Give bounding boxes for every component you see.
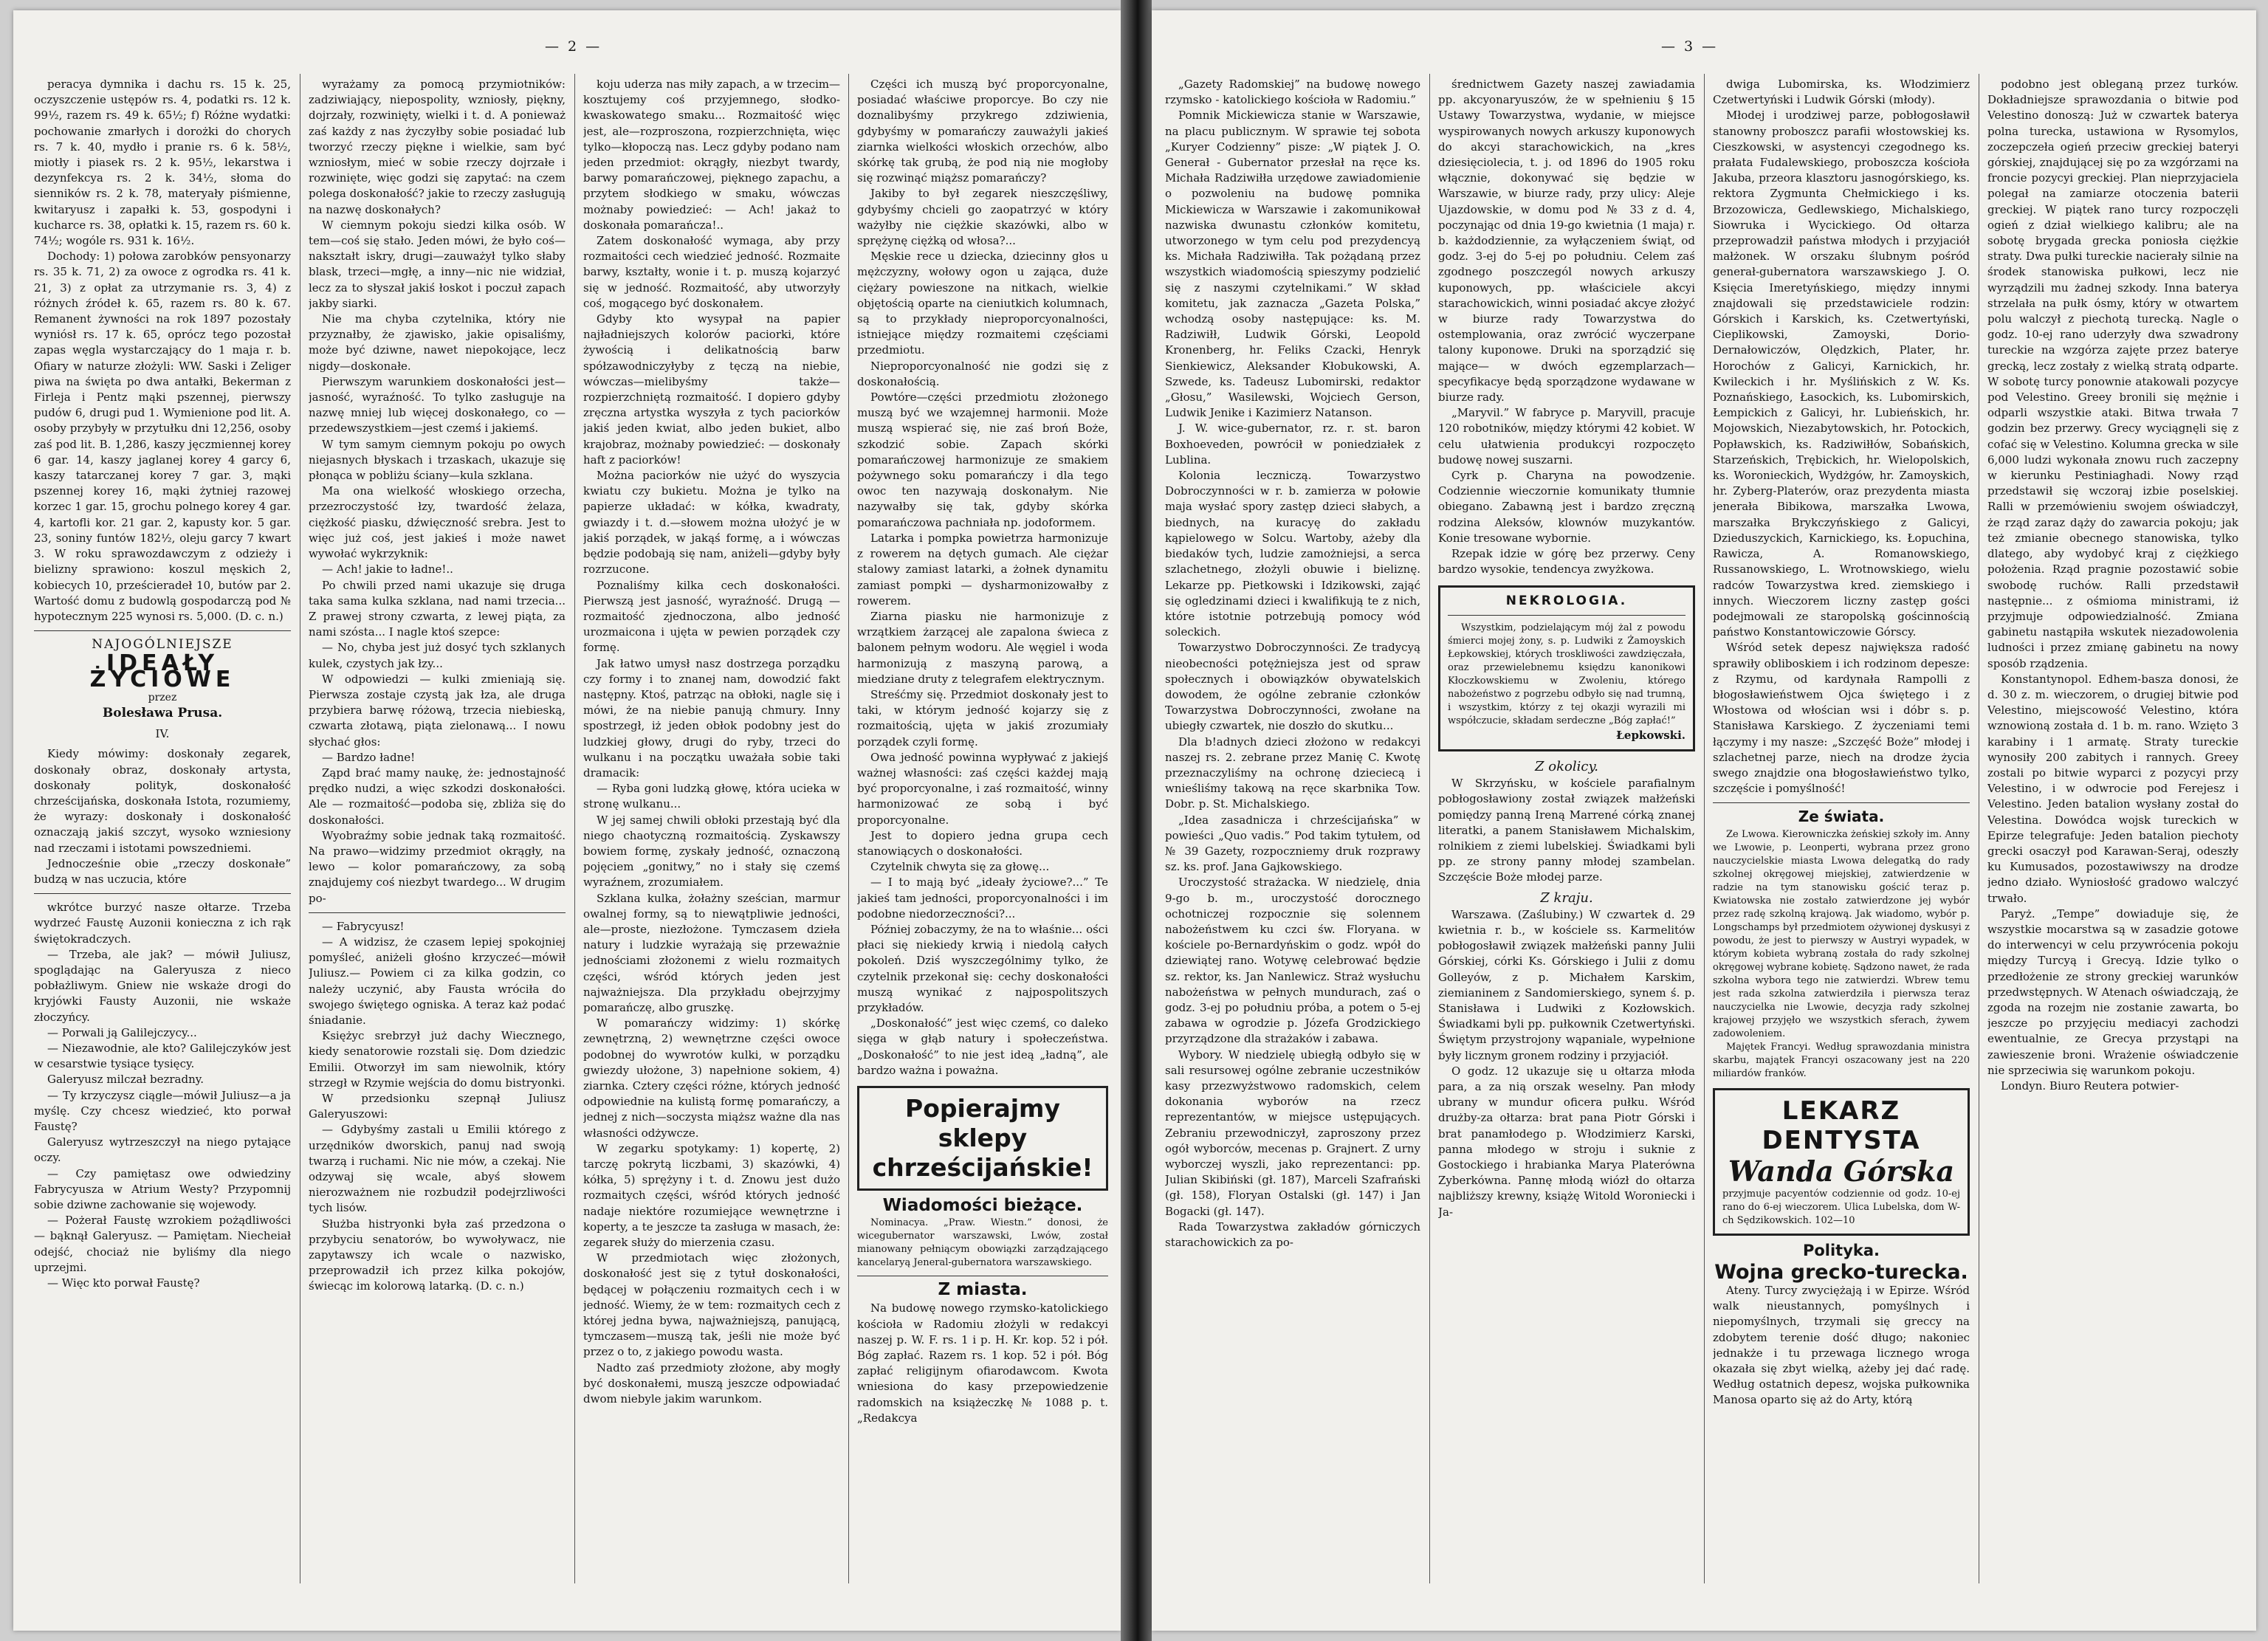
column-rule — [1704, 74, 1705, 1583]
feature-paragraph: — Bardzo ładne! — [322, 750, 416, 764]
feature-paragraph: Jakiby to był zegarek nieszczęśliwy, gdybyśmy chcieli go zaopatrzyć w który ważyłby nie ciężkie skazówki, albo w sprężynę ciężką od włosa?... — [857, 187, 1108, 248]
advert-box — [857, 1086, 1108, 1191]
feature-paragraph: „Doskonałość” jest więc czemś, co daleko sięga w głąb natury i społeczeństwa. „Doskonałość” to nie jest ideą „ładną”, ale bardzo ważna i poważna. — [857, 1016, 1108, 1077]
news-paragraph: Warszawa. (Zaślubiny.) W czwartek d. 29 kwietnia r. b., w kościele ss. Karmelitów pobłogosławił związek małżeński panny Julii Górskiej, córki Ks. Górskiego i Julii z domu Golleyów, z p. Michałem Karskim, ziemianinem z Sandomierskiego, synem ś. p. Stanisława i Ludwiki z Kozłowskich. Świadkami byli pp. pułkownik Czetwertyński. Świętym przystrojony wąpaniale, wypełnione były licznym gronem rodziny i przyjaciół. — [1438, 907, 1695, 1062]
feature-paragraph: wyrażamy za pomocą przymiotników: zadziwiający, niepospolity, wzniosły, piękny, dojrzały, rozwinięty, wielki i t. d. A ponieważ zaś każdy z nas życzyłby sobie posiadać lub tworzyć rzeczy piękne i wielkie, sam być wzniosłym, mieć w sobie rzeczy dojrzałe i rozwinięte, więc godzi się zapytać: na czem polega doskonałość? jakie to rzeczy zasługują na nazwę doskonałych? — [309, 78, 566, 216]
feature-paragraph: Ma ona wielkość włoskiego orzecha, przezroczystość łzy, twardość żelaza, ciężkość piasku, dźwięczność srebra. Jest to więc już coś, jest jakieś i może nawet wywołać wykrzyknik: — [309, 484, 566, 561]
serial-paragraph: W przedsionku szepnął Juliusz Galeryuszowi: — [309, 1092, 566, 1121]
serial-paragraph: — A widzisz, że czasem lepiej spokojniej pomyśleć, aniżeli głośno krzyczeć—mówił Juliusz.— Powiem ci za kilka godzin, co należy uczynić, aby Fausta wróciła do swojego świętego ogniska. A teraz każ podać śniadanie. — [309, 935, 566, 1027]
feature-paragraph: Można paciorków nie użyć do wyszycia kwiatu czy bukietu. Można je tylko na papierze układać: w kółka, kwadraty, gwiazdy i t. d.—słowem można ułożyć je w jakiś porządek, w jakąś formę, a i wówczas będzie podobają się nam, aniżeli—gdyby były rozrzucone. — [583, 469, 840, 577]
news-paragraph: Towarzystwo Dobroczynności. Ze tradycyą nieobecności potężniejsza jest od spraw społecznych i obowiązków obywatelskich dowodem, że ogólne zebranie członków Towarzystwa Dobroczynności, zwołane na ubiegły czwartek, nie doszło do skutku... — [1165, 641, 1420, 733]
feature-paragraph: Jak łatwo umysł nasz dostrzega porządku czy formy i to znanej nam, dowodzić fakt następny. Ktoś, patrząc na obłoki, nagle się i mówi, że na niebie panują chmury. Inny spostrzegł, iż jeden obłok podobny jest do ludzkiej głowy, drugi do ryby, trzeci do wulkanu i na początku uważała sobie taki dramacik: — [583, 656, 840, 780]
section-title: Z kraju. — [1540, 890, 1593, 906]
section-title: Z miasta. — [938, 1280, 1028, 1300]
serial-paragraph: — Więc kto porwał Faustę? — [47, 1276, 200, 1290]
column-1 — [34, 77, 291, 1586]
news-paragraph: Cyrk p. Charyna na powodzenie. Codziennie wieczornie komunikaty tłumnie obiegano. Zabawną jest i bardzo zręczną rodzina Aleksów, klownów muzykantów. Konie tresowane wybornie. — [1438, 469, 1695, 545]
serial-paragraph: — Gdybyśmy zastali u Emilii którego z urzędników dworskich, panuj nad swoją twarzą i ruchami. Nic nie mów, a czekaj. Nie odzywaj się wcale, abyś słowem nierozważnem nie rozbudził podejrzliwości tych lisów. — [309, 1123, 566, 1215]
feature-paragraph: W pomarańczy widzimy: 1) skórkę zewnętrzną, 2) wewnętrzne części owoce podobnej do wywrotów kulki, w porządku gwiezdy ułożone, 3) napełnione sokiem, 4) ziarnka. Cztery części różne, których jedność odpowiednie na kulistą formę pomarańczy, a jednej z nich—soczysta miąższ ważne dla nas własności odżywcze. — [583, 1016, 840, 1140]
news-paragraph: dwiga Lubomirska, ks. Włodzimierz Czetwertyński i Ludwik Górski (młody). — [1713, 78, 1970, 107]
column-1 — [1165, 77, 1420, 1586]
news-paragraph: Rada Towarzystwa zakładów górniczych starachowickich za po- — [1165, 1219, 1420, 1250]
divider — [1713, 802, 1970, 803]
feature-paragraph: W tym samym ciemnym pokoju po owych niejasnych błyskach i trzaskach, ukazuje się płonąca w pobliżu ściany—kula szklana. — [309, 437, 566, 483]
ad-title: LEKARZ DENTYSTA — [1762, 1095, 1921, 1155]
section-title: Polityka. — [1802, 1241, 1880, 1259]
serial-paragraph: Księżyc srebrzył już dachy Wiecznego, kiedy senatorowie rozstali się. Dom dziedzic Emilii. Otworzył im sam niewolnik, który strzegł w Rzymie wejścia do domu bistryonki. — [309, 1029, 566, 1090]
feature-paragraph: Latarka i pompka powietrza harmonizuje z rowerem na dętych gumach. Ale ciężar stalowy zamiast latarki, a żołnek dynamitu zamiast pompki — dysharmonizowałby z rowerem. — [857, 531, 1108, 608]
feature-paragraph: W zegarku spotykamy: 1) kopertę, 2) tarczę pokrytą liczbami, 3) skazówki, 4) kółka, 5) sprężyny i t. d. Znowu jest dużo rozmaitych części, wśród których jedność nadaje niektóre rozumiejące wewnętrzne i koperty, a te jeszcze ta zasługa w masach, że: zegarek służy do mierzenia czasu. — [583, 1141, 840, 1250]
feature-paragraph: Nie ma chyba czytelnika, który nie przyznałby, że zjawisko, jakie opisaliśmy, może być dziwne, nawet niepokojące, lecz nigdy—doskonałe. — [309, 312, 566, 373]
feature-paragraph: — No, chyba jest już dosyć tych szklanych kulek, czystych jak łzy... — [309, 641, 566, 670]
feature-paragraph: Jednocześnie obie „rzeczy doskonałe” budzą w nas uczucia, które — [34, 856, 291, 886]
news-paragraph: Ateny. Turcy zwyciężają i w Epirze. Wśród walk nieustannych, pomyślnych i niepomyślnych, trzymali się greccy na zdobytem terenie dość długo; nakoniec jednakże i tu przewaga licznego wroga okazała się zbyt wielką, ażeby jej dać radę. Według ostatnich depesz, wojska pułkownika Manosa oparto się aż do Arty, którą — [1713, 1283, 1970, 1407]
column-2 — [1438, 77, 1695, 1586]
right-page — [1152, 10, 2256, 1631]
news-paragraph: O godz. 12 ukazuje się u ołtarza młoda para, a za nią orszak weselny. Pan młody ubrany w mundur oficera pułku. Wśród drużby-za ołtarza: brat pana Piotr Górski i brat panamłodego p. Włodzimierz Karski, panna młodego w stroju i suknie z Gostockiego i hrabianka Marya Platerówna Zyberkówna. Pannę młodą wiózł do ołtarza najbliższy krewny, książę Witold Woroniecki i Ja- — [1438, 1064, 1695, 1219]
ad-text: przyjmuje pacyentów codziennie od godz. 10-ej rano do 6-ej wieczorem. Ulica Lubelska, dom W-ch Sędzikowskich. 102—10 — [1722, 1188, 1960, 1226]
obituary-text: Wszystkim, podzielającym mój żal z powodu śmierci mojej żony, s. p. Ludwiki z Żamoyskich Łepkowskiej, których troskliwości zawdzięczała, oraz przewielebnemu księdzu kanonikowi Kłoczkowskiemu w Zwoleniu, którego nabożeństwo z pogrzebu odbyło się nad trumną, i wszystkim, którzy z tej okazji wyrazili mi współczucie, składam serdeczne „Bóg zapłać!” — [1448, 622, 1685, 726]
serial-paragraph: wkrótce burzyć nasze ołtarze. Trzeba wydrzeć Faustę Auzonii konieczna z ich rąk świętokradczych. — [34, 901, 291, 946]
news-paragraph: Młodej i urodziwej parze, pobłogosławił stanowny proboszcz parafii włostowskiej ks. Cieszkowski, w asystencyi czegodnego ks. prałata Fudalewskiego, proboszcza kościoła Jakuba, przeora klasztoru jasnogórskiego, ks. rektora Zygmunta Chełmickiego i ks. Brzozowicza, Gedlewskiego, Michalskiego, Siowruka i Wycickiego. Od ołtarza przeprowadził państwa młodych i przyjaciół małżonek. W orszaku ślubnym pośród generał-gubernatora warszawskiego J. O. Księcia Imeretyńskiego, między innymi znajdowali się przedstawiciele rodzin: Górskich i Karskich, ks. Czetwertyński, Cieplikowski, Zamoyski, Dorio-Dernałowiczów, Olędzkich, Plater, hr. Horochów z Galicyi, Karnickich, hr. Kwileckich i hr. Myślińskich z W. Ks. Poznańskiego, Łasockich, ks. Lubomirskich, Łempickich z Galicyi, hr. Lubieńskich, hr. Mojowskich, Niezabytowskich, hr. Potockich, Popławskich, ks. Radziwiłłów, Sobańskich, Starzeńskich, Trębickich, hr. Wielopolskich, ks. Woronieckich, Wydżgów, hr. Zamoyskich, hr. Zyberg-Platerów, oraz prezydenta miasta jenerała Bibikowa, marszałka Lwowa, marszałka Brykczyńskiego z Galicyi, Dzieduszyckich, Karnickiego, ks. Łopuchina, Rawicza, A. Romanowskiego, Russanowskiego, L. Wrotnowskiego, wielu radców Towarzystwa kred. ziemskiego i innych. Wieczorem liczny zastęp gości podejmowali ze staropolską gościnnością państwo Konstantowiczowie Górscy. — [1713, 109, 1970, 639]
serial-paragraph: — Niezawodnie, ale kto? Galilejczyków jest w cesarstwie tysiące tysięcy. — [34, 1041, 291, 1071]
feature-title: IDEAŁY ŻYCIOWE — [89, 650, 236, 692]
news-paragraph: „Maryvil.” W fabryce p. Maryvill, pracuje 120 robotników, między którymi 42 kobiet. W celu ułatwienia produkcyi rozpoczęto budowę nowej suszarni. — [1438, 406, 1695, 467]
feature-paragraph: W przedmiotach więc złożonych, doskonałość jest się z tytuł doskonałości, będącej w połączeniu rozmaitych cech i w jedność. Wiemy, że w tem: rozmaitych cech z której jedna bywa, najważniejszą, panującą, tymczasem—muszą tak, jeśli nie może być przez o to, z jakiego powodu wasta. — [583, 1251, 840, 1359]
column-rule — [574, 74, 575, 1583]
page-number: — 2 — — [545, 38, 602, 55]
divider — [34, 630, 291, 631]
news-paragraph: Rzepak idzie w górę bez przerwy. Ceny bardzo wysokie, tendencya zwyżkowa. — [1438, 547, 1695, 577]
feature-paragraph: Nieproporcyonalność nie godzi się z doskonałością. — [857, 359, 1108, 388]
column-4 — [857, 77, 1108, 1586]
feature-overline: NAJOGÓLNIEJSZE — [92, 637, 233, 653]
obituary-signature: Łepkowski. — [1616, 728, 1685, 742]
news-paragraph: J. W. wice-gubernator, rz. r. st. baron Boxhoeveden, powrócił w poniedziałek z Lublina. — [1165, 422, 1420, 467]
news-paragraph: Na budowę nowego rzymsko-katolickiego kościoła w Radomiu złożyli w redakcyi naszej p. W. F. rs. 1 i p. H. Kr. kop. 52 i pół. Bóg zapłać. Razem rs. 1 kop. 52 i pół. Bóg zapłać religijnym ofiarodawcom. Kwota wniesiona do kasy przepowiedzenie radomskich na książeczkę № 1088 p. t. „Redakcya — [857, 1301, 1108, 1425]
page-number: — 3 — — [1661, 38, 1719, 55]
feature-paragraph: Części ich muszą być proporcyonalne, posiadać właściwe proporcye. Bo czy nie doznalibyśmy przykrego zdziwienia, gdybyśmy w pomarańczy zauważyli jakieś ziarnka wielkości włoskich orzechów, albo skórkę tak grubą, że pod nią nie mogłoby się rozwinąć miąższ pomarańczy? — [857, 78, 1108, 185]
feature-paragraph: Szklana kulka, żołażny sześcian, marmur owalnej formy, są to niewątpliwie jedności, ale—proste, niezłożone. Tymczasem dzieła natury i ludzkie wyrażają się przeważnie jednościami złożonemi z wielu rozmaitych części, wśród których jeden jest najważniejsza. Dla przykładu obejrzyjmy pomarańczę, albo gruszkę. — [583, 891, 840, 1014]
ad-name: Wanda Górska — [1728, 1154, 1955, 1188]
news-paragraph: Wśród setek depesz największa radość sprawiły obliboskiem i ich rodzinom depesze: z Rzymu, od kardynała Rampolli z błogosławieństwem Ojca świętego i z Włostowa od włościan wsi i dóbr s. p. Stanisława Karskiego. Z życzeniami temi łączymy i my nasze: „Szczęść Boże” młodej i szlachetnej parze, niech na drodze życia swego znajdzie ona błogosławieństwo tylko, szczęście i pomyślność! — [1713, 641, 1970, 796]
feature-paragraph: Pierwszym warunkiem doskonałości jest—jasność, wyraźność. To tylko zasługuje na nazwę mniej lub więcej doskonałego, co — przedewszystkiem—jest czemś i jakiemś. — [309, 374, 566, 436]
news-paragraph: Nominacya. „Praw. Wiestn.” donosi, że wicegubernator warszawski, Lwów, został mianowany pełniącym obowiązki zarządzającego kancelaryą Jeneral-gubernatora warszawskiego. — [857, 1217, 1108, 1269]
column-rule — [848, 74, 849, 1583]
report-paragraph: Dochody: 1) połowa zarobków pensyonarzy rs. 35 k. 71, 2) za owoce z ogrodka rs. 41 k. 21, 3) z opłat za utrzymanie rs. 3, 4) z różnych źródeł k. 65, razem rs. 80 k. 67. Remanent żywności na rok 1897 pozostały wyniósł rs. 17 k. 65, oprócz tego pozostał zapas węgla wystarczający do 1 maja r. b. Ofiary w naturze złożyli: WW. Saski i Zeliger piwa na święta po dwa antałki, Bekerman z Firleja i Pentz mąki pszennej, pierwszy pudów 6, drugi pud 1. Wymienione pod lit. A. osoby przybyły w przytułku dni 12,256, osoby zaś pod lit. B. 1,286, kaszy jęczmiennej korey 6 gar. 14, kaszy jaglanej korey 4 garcy 6, kaszy tatarczanej korey 7 gar. 3, mąki pszennej korey 16, mąki żytniej razowej korzec 1 gar. 15, grochu polnego korey 4 gar. 4, kartofli kor. 21 gar. 2, kapusty kor. 5 gar. 23, soniny funtów 182½, oleju garcy 7 kwart 3. W roku sprawozdawczym z odzieży i bielizny sprawiono: koszul męskich 2, kobiecych 10, prześcieradeł 10, butów par 2. Wartość domu z budowlą gospodarczą pod № hypotecznym 225 wynosi rs. 5,000. (D. c. n.) — [34, 250, 291, 623]
feature-paragraph: Po chwili przed nami ukazuje się druga taka sama kulka szklana, nad nami trzecia... Z prawej strony czwarta, z lewej piąta, za nami szósta... I nagle ktoś szepce: — [309, 578, 566, 639]
book-gutter — [1121, 0, 1152, 1641]
feature-paragraph: Nadto zaś przedmioty złożone, aby mogły być doskonałemi, muszą jeszcze odpowiadać dwom niebyle jakim warunkom. — [583, 1360, 840, 1406]
feature-paragraph: Ziarna piasku nie harmonizuje z wrzątkiem żarzącej ale zapalona świeca z balonem pełnym wodoru. Ale węgiel i woda harmonizują z maszyną parową, a miedziane druty z telegrafem elektrycznym. — [857, 609, 1108, 686]
feature-paragraph: Kiedy mówimy: doskonały zegarek, doskonały obraz, doskonały artysta, doskonały polityk, doskonałość chrześcijańska, doskonała Istota, rozumiemy, że wyrazy: doskonały i doskonałość oznaczają jakiś szczyt, wysoko wzniesiony nad rzeczami i istotami powszedniemi. — [34, 747, 291, 855]
news-paragraph: Konstantynopol. Edhem-basza donosi, że d. 30 z. m. wieczorem, o drugiej bitwie pod Velestino, miejscowość Velestino, która wznowioną została d. 1 b. m. rano. Wzięto 3 karabiny i 1 armatę. Straty tureckie wynosiły 200 zabitych i rannych. Greey zostali po bitwie wyparci z pozycyi przy Velestino, i w odwrocie pod Ferejesz i Velestino. Jeden batalion wysłany został do Velestina. Dowódca wojsk tureckich w Epirze telegrafuje: Jeden batalion piechoty grecki osaczył pod Karawan-Seraj, odeszły ku Kumusados, pozostawiwszy na drodze jedno działo. Wyniosłość gradowo walczyć trwało. — [1987, 672, 2238, 905]
feature-paragraph: Czytelnik chwyta się za głowę... — [870, 860, 1050, 874]
divider — [1448, 615, 1685, 616]
section-title: Ze świata. — [1798, 808, 1885, 826]
news-paragraph: „Idea zasadnicza i chrześcijańska” w powieści „Quo vadis.” Pod takim tytułem, od № 39 Gazety, rozpoczniemy druk rozprawy sz. ks. prof. Jana Gajkowskiego. — [1165, 813, 1420, 874]
news-paragraph: Dla b!adnych dzieci złożono w redakcyi naszej rs. 2. zebrane przez Manię C. Kwotę przeznaczyliśmy na ochronę dzieciecą i wnieśliśmy takową na ręce skarbnika Tow. Dobr. p. St. Michalskiego. — [1165, 735, 1420, 811]
feature-paragraph: — Ach! jakie to ładne!.. — [322, 563, 453, 577]
news-paragraph: średnictwem Gazety naszej zawiadamia pp. akcyonaryuszów, że w spełnieniu § 15 Ustawy Towarzystwa, wydanie, w miejsce wyspirowanych nowych arkuszy kuponowych do akcyi starachowickich, na „kres dziesięciolecia, t. j. od 1896 do 1905 roku włącznie, dokonywać się będzie w Warszawie, w biurze rady, przy ulicy: Aleje Ujazdowskie, w domu pod № 33 z d. 4, poczynając od dnia 19-go kwietnia (1 maja) r. b. każdodziennie, za wyłączeniem świąt, od godz. 3-ej do 5-ej po południu. Celem zaś zgodnego poszczegól nowych arkuszy kuponowych, pp. właściciele akcyi starachowickich, winni posiadać akcye złożyć w biurze rady Towarzystwa do ostemplowania, oraz zwrócić wyczerpane talony kuponowe. Druki na sporządzić się mające— w dwóch egzemplarzach—specyfikacye będą sporządzone wydawane w biurze rady. — [1438, 78, 1695, 405]
report-paragraph: peracya dymnika i dachu rs. 15 k. 25, oczyszczenie ustępów rs. 4, podatki rs. 12 k. 99½, razem rs. 49 k. 65½; f) Różne wydatki: pochowanie zmarłych i dorożki do chorych rs. 7 k. 40, mydło i pranie rs. 6 k. 58½, miotły i piasek rs. 2 k. 95½, lekarstwa i dezynfekcya rs. 2 k. 34½, słoma do sienników rs. 2 k. 78, materyały piśmienne, kwitaryusz i zapałki k. 53, gospodyni i kucharce rs. 38, opłatki k. 15, razem rs. 60 k. 74½; wogóle rs. 931 k. 16½. — [34, 78, 291, 248]
serial-paragraph: Galeryusz milczał bezradny. — [47, 1073, 204, 1087]
serial-paragraph: — Porwali ją Galilejczycy... — [47, 1025, 197, 1039]
feature-paragraph: koju uderza nas miły zapach, a w trzecim—kosztujemy coś przyjemnego, słodko-kwaskowatego smaku... Rozmaitość więc jest, ale—rozproszona, rozpierzchnięta, więc tylko—kłopoczą nas. Lecz gdyby podano nam jeden przedmiot: okrągły, niezbyt twardy, barwy pomarańczowej, pięknego zapachu, a przytem słodkiego w smaku, wówczas możnaby powiedzieć: — Ach! jakaż to doskonała pomarańcza!.. — [583, 78, 840, 232]
news-paragraph: Majętek Francyi. Według sprawozdania ministra skarbu, majątek Francyi oszacowany jest na 220 miliardów franków. — [1713, 1041, 1970, 1079]
feature-paragraph: Zatem doskonałość wymaga, aby przy rozmaitości cech wiedzieć jedność. Rozmaite barwy, kształty, wonie i t. p. muszą kojarzyć się w jedność. Rozmaitość, aby utworzyły coś, mogącego być doskonałem. — [583, 234, 840, 310]
section-title: Wiadomości bieżące. — [882, 1196, 1083, 1215]
column-3 — [583, 77, 840, 1586]
feature-paragraph: Powtóre—części przedmiotu złożonego muszą być we wzajemnej harmonii. Może muszą wspierać się, nie zaś broń Boże, szkodzić sobie. Zapach skórki pomarańczowej harmonizuje ze smakiem pożywnego soku pomarańczy i dla tego owoc ten nazywają doskonałym. Nie nazywałby się tak, gdyby skórka pomarańczowa pachniała np. jodoformem. — [857, 391, 1108, 529]
feature-paragraph: Jest to dopiero jedna grupa cech stanowiących o doskonałości. — [857, 828, 1108, 858]
serial-paragraph: Służba histryonki była zaś przedzona o przybyciu senatorów, bo wywoływacz, nie zapytawszy ich wcale o nazwisko, przeprowadził ich przez kilka pokojów, świecąc im kolorową latarką. (D. c. n.) — [309, 1217, 566, 1293]
feature-paragraph: W ciemnym pokoju siedzi kilka osób. W tem—coś się stało. Jeden mówi, że było coś—nakształt iskry, drugi—zauważył tylko słaby blask, trzeci—mgłę, a inny—nic nie widział, lecz za to słyszał jakiś łoskot i poczuł zapach jakby siarki. — [309, 218, 566, 310]
feature-paragraph: Gdyby kto wysypał na papier najładniejszych kolorów paciorki, które żywością i delikatnością barw spółzawodniczyłyby z tęczą na niebie, wówczas—mielibyśmy także—rozpierzchniętą rozmaitość. I dopiero gdyby zręczna artystka wyszyła z tych paciorków jakiś jeden kwiat, albo jeden bukiet, albo krajobraz, możnaby powiedzieć: — doskonały haft z paciorków! — [583, 312, 840, 467]
news-paragraph: Uroczystość strażacka. W niedzielę, dnia 9-go b. m., uroczystość dorocznego ochotniczej rozpocznie się solennem nabożeństwem ku czci św. Floryana. w kościele po-Bernardyńskim o godz. wpół do dziewiątej rano. Wotywę celebrować będzie sz. rektor, ks. Jan Nanlewicz. Straż wysłuchu nabożeństwa w pełnych mundurach, zaś o godz. 3-ej po południu próba, a potem o 5-ej zabawa w ogrodzie p. Józefa Grodzickiego przyrządzone dla strażaków i zabawa. — [1165, 875, 1420, 1046]
news-paragraph: Londyn. Biuro Reutera potwier- — [2001, 1079, 2179, 1093]
news-paragraph: Wybory. W niedzielę ubiegłą odbyło się w sali resursowej ogólne zebranie uczestników kasy przezwyżstwowo radomskich, celem dokonania wyborów na rzecz reprezentantów, w miejsce ustępujących. Zebraniu przewodniczył, zaproszony przez ogół wyborców, mecenas p. Grajnert. Z urny wyborczej wyszli, jako reprezentanci: pp. Julian Skibiński (gł. 187), Marceli Szafrański (gł. 158), Floryan Ostalski (gł. 147) i Jan Bogacki (gł. 147). — [1165, 1047, 1420, 1218]
column-rule — [1429, 74, 1430, 1583]
news-paragraph: „Gazety Radomskiej” na budowę nowego rzymsko - katolickiego kościoła w Radomiu.” — [1165, 78, 1420, 107]
serial-paragraph: — Pożerał Faustę wzrokiem pożądliwości — bąknął Galeryusz. — Pamiętam. Niecheiał odejść, chociaż nie byliśmy dla niego uprzejmi. — [34, 1214, 291, 1274]
section-title: Z okolicy. — [1535, 758, 1598, 774]
column-4 — [1987, 77, 2238, 1586]
feature-paragraph: W odpowiedzi — kulki zmieniają się. Pierwsza zostaje czystą jak łza, ale druga przybiera barwę różową, trzecia niebieską, czwarta złotawą, piąta zielonawą... I nowu słychać głos: — [309, 672, 566, 749]
serial-paragraph: Galeryusz wytrzeszczył na niego pytające oczy. — [34, 1135, 291, 1165]
news-paragraph: Kolonia leczniczą. Towarzystwo Dobroczynności w r. b. zamierza w połowie maja wysłać spory zastęp dzieci słabych, a biednych, na kuracyę do zakładu kąpielowego w Solcu. Wartoby, ażeby dla biedaków tych, ludzie zamożniejsi, a serca szlachetnego, złożyli obuwie i bieliznę. Lekarze pp. Pietkowski i Idzikowski, zająć się ogledzinami dzieci i kwalifikują te z nich, które istotnie potrzebują pomocy wód soleckich. — [1165, 469, 1420, 639]
chapter-number: IV. — [155, 727, 170, 741]
column-2 — [309, 77, 566, 1586]
article-title: Wojna grecko-turecka. — [1714, 1260, 1968, 1284]
feature-paragraph: W jej samej chwili obłoki przestają być dla niego chaotyczną rozmaitością. Zyskawszy bowiem formę, zyskały jedność, oznaczoną pojęciem „gonitwy,” no i stały się czemś wyraźnem, zrozumiałem. — [583, 813, 840, 890]
serial-paragraph: — Czy pamiętasz owe odwiedziny Fabrycyusza w Atrium Westy? Przypomnij sobie dziwne zachowanie się wojewody. — [34, 1166, 291, 1212]
news-paragraph: Ze Lwowa. Kierowniczka żeńskiej szkoły im. Anny we Lwowie, p. Leonperti, wybrana przez grono nauczycielskie miasta Lwowa delegatką do rady szkolnej okręgowej miejskiej, zatwierdzenie w radzie na tym stanowisku gościć teraz p. Kwiatowska nie zostało zatwierdzone jej wybór przez radę szkolną krajową. Jak wiadomo, wybór p. Longschamps był przedmiotem ożywionej dyskusyi z powodu, że jest to pierwszy w Austryi wypadek, w którym kobieta wybraną została do rady szkolnej okręgowej wybrane kobietę. Sądzono nawet, że rada szkolna wybora tego nie zatwierdzi. Wbrew temu jest rada szkolna zatwierdziła i pierwsza teraz nauczycielka nie Lwowie, decyzja rady szkolnej krajowej przyjęło we wszystkich sferach, żywem zadowoleniem. — [1713, 828, 1970, 1039]
news-paragraph: W Skrzyńsku, w kościele parafialnym pobłogosławiony został związek małżeński pomiędzy panną Ireną Marrené córką znanej literatki, a panem Stanisławem Michalskim, rolnikiem z ziemi lubelskiej. Świadkami byli pp. ze strony panny młodej szambelan. Szczęście Boże młodej parze. — [1438, 777, 1695, 884]
feature-paragraph: Streśćmy się. Przedmiot doskonały jest to taki, w którym jedność kojarzy się z rozmaitością, ujęta w jakiś zrozumiały porządek czyli formę. — [857, 687, 1108, 749]
feature-paragraph: Wyobraźmy sobie jednak taką rozmaitość. Na prawo—widzimy przedmiot okrągły, na lewo — kolor pomarańczowy, za sobą znajdujemy coś niezbyt twardego... W drugim po- — [309, 828, 566, 905]
advert-slogan: Popierajmy sklepy chrześcijańskie! — [872, 1094, 1093, 1182]
feature-paragraph: — I to mają być „ideały życiowe?...” Te jakieś tam jedności, proporcyonalności i im podobne niedorzeczności?... — [857, 875, 1108, 921]
dentist-ad-box — [1713, 1088, 1970, 1236]
divider — [34, 893, 291, 894]
news-paragraph: Paryż. „Tempe” dowiaduje się, że wszystkie mocarstwa są w zasadzie gotowe do interwencyi w celu przywrócenia pokoju między Turcyą i Grecyą. Idzie tylko o przedłożenie ze strony greckiej warunków przedwstępnych. W Atenach oświadczają, że zgoda na rozejm nie zostanie zawarta, bo jeszcze po przyjęciu mediacyi zachodzi ewentualnie, ze Grecya przystąpi na zawieszenie broni. Wrażenie oświadczenie nie sprzeciwia się warunkom pokoju. — [1987, 906, 2238, 1077]
obituary-box — [1438, 585, 1695, 751]
column-3 — [1713, 77, 1970, 1586]
serial-paragraph: — Fabrycyusz! — [322, 919, 405, 933]
news-paragraph: podobno jest obleganą przez turków. Dokładniejsze sprawozdania o bitwie pod Velestino donoszą: Już w czwartek baterya polna turecka, ustawiona w Rysomylos, zoczepczeła ogień przeciw greckiej bateryi górskiej, znajdującej się po za wzgórzami na froncie pozycyi greckiej. Plan nieprzyjaciela polegał na zamiarze otoczenia baterii greckiej. W piątek rano turcy rozpoczęli ogień z dział wielkiego kalibru; ale na sobotę brygada grecka poniosła ciężkie straty. Dwa pułki tureckie nacierały silnie na środek stanowiska pułkowi, lecz nie wyrządzili mu żadnej szkody. Inna baterya strzelała na pułk ósmy, który w otwartem polu walczył z piechotą turecką. Nagle o godz. 10-ej rano uderzyły dwa szwadrony tureckie na wzgórza zajęte przez baterye grecką, lecz zostały z wielką stratą odparte. W sobotę turcy ponownie atakowali pozycye pod Velestino. Greey bronili się mężnie i odparli wszystkie ataki. Bitwa trwała 7 godzin bez przerwy. Grecy wyciągnęli się z cofać się w Velestino. Kolumna grecka w sile 6,000 ludzi wykonała znowu ruch zaczepny w kierunku Pestiniaghadi. Nowy rząd przedstawił się wczoraj izbie poselskiej. Ralli w przemówieniu swojem oświadczył, że rząd zaraz dąży do zawarcia pokoju; jak też zmianie obecnego stanowiska, tylko dlatego, aby wydobyć kraj z ciężkiego położenia. Rząd pragnie pozostawić sobie swobodę ruchów. Ralli przedstawił następnie... z ośmioma ministrami, iż przyjmuje odpowiedzialność. Zmiana gabinetu nastąpiła wskutek niezadowolenia ludności i przez zmianę gabinetu na nowy sposób rządzenia. — [1987, 78, 2238, 670]
news-paragraph: Pomnik Mickiewicza stanie w Warszawie, na placu publicznym. W sprawie tej sobota „Kuryer Codzienny” pisze: „W piątek J. O. Generał - Gubernator przesłał na ręce ks. Michała Radziwiłła urzędowe zawiadomienie o pozwoleniu na budowę pomnika Mickiewicza w Warszawie i zakomunikował nazwiska dwunastu członków komitetu, utworzonego w tym celu pod prezydencyą ks. Michała Radziwiłła. Tak pożądaną przez wszystkich wiadomością spieszymy podzielić się z naszymi czytelnikami.” W skład komitetu, jak zaznacza „Gazeta Polska,” wchodzą osoby następujące: ks. M. Radziwiłł, Ludwik Górski, Leopold Kronenberg, hr. Feliks Czacki, Henryk Sienkiewicz, Aleksander Kłobukowski, A. Szwede, ks. Tadeusz Lubomirski, redaktor „Głosu,” Wasilewski, Wojciech Gerson, Ludwik Jenike i Kazimierz Natanson. — [1165, 109, 1420, 420]
feature-paragraph: Poznaliśmy kilka cech doskonałości. Pierwszą jest jasność, wyraźność. Drugą — rozmaitość zjednoczona, albo jedność urozmaicona i ujęta w pewien porządek czy formę. — [583, 578, 840, 655]
feature-paragraph: — Ryba goni ludzką głowę, która ucieka w stronę wulkanu... — [583, 782, 840, 811]
serial-paragraph: — Ty krzyczysz ciągle—mówił Juliusz—a ja myślę. Czy chcesz wiedzieć, kto porwał Faustę? — [34, 1088, 291, 1133]
obituary-title: NEKROLOGIA. — [1505, 593, 1628, 608]
feature-paragraph: Owa jedność powinna wypływać z jakiejś ważnej własności: zaś części każdej mają być proporcyonalne, i zaś rozmaitość, winny harmonizować ze sobą i być proporcyonalne. — [857, 750, 1108, 827]
left-page — [13, 10, 1121, 1631]
byline-author: Bolesława Prusa. — [102, 705, 223, 720]
feature-paragraph: Męskie rece u dziecka, dziecinny głos u mężczyzny, wołowy ogon u zająca, duże ciężary powieszone na nitkach, wielkie objętością oparte na cieniutkich kolumnach, są to przykłady nieproporcyonalności, istniejące między rozmaitemi częściami przedmiotu. — [857, 250, 1108, 357]
feature-paragraph: Ząpd brać mamy naukę, że: jednostajność prędko nudzi, a więc szkodzi doskonałości. Ale — rozmaitość—podoba się, zbliża się do doskonałości. — [309, 766, 566, 827]
byline-word: przez — [148, 691, 177, 703]
serial-paragraph: — Trzeba, ale jak? — mówił Juliusz, spoglądając na Galeryusza z nieco pobłażliwym. Gniew nie wskaże drogi do kryjówki Fausty Auzonii, nie wskaże złoczyńcy. — [34, 947, 291, 1024]
feature-paragraph: Później zobaczymy, że na to właśnie... ości płaci się niekiedy krwią i niedolą całych pokoleń. Dziś wyszczególnimy tylko, że czytelnik przekonał się: cechy doskonałości muszą wynikać z najpospolitszych przykładów. — [857, 922, 1108, 1014]
divider — [309, 912, 566, 913]
